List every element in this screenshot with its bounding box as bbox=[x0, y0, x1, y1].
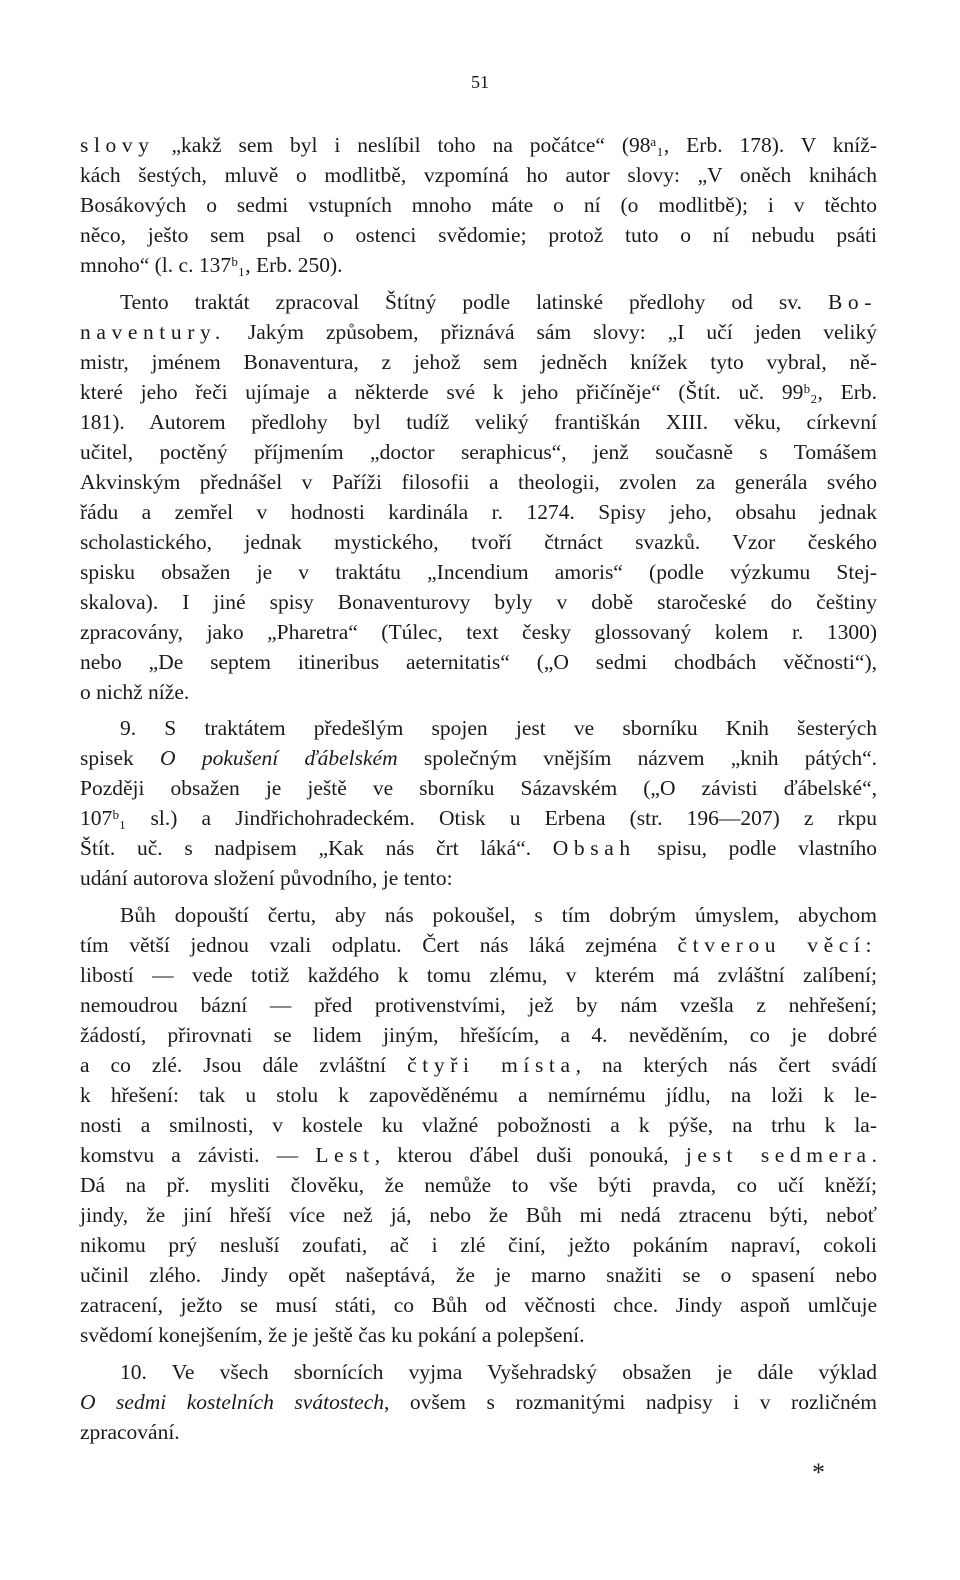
text-segment: Dá na př. mysliti člověku, že nemůže to vše býti pravda, co učí kněží; bbox=[80, 1173, 877, 1197]
spaced-emphasis: čtverou věcí: bbox=[677, 933, 878, 957]
text-line bbox=[80, 250, 877, 280]
text-segment: . bbox=[871, 1143, 877, 1167]
text-line bbox=[120, 713, 877, 743]
text-line bbox=[80, 317, 877, 347]
text-line bbox=[80, 677, 877, 707]
text-line bbox=[80, 1320, 877, 1350]
text-line bbox=[80, 1290, 877, 1320]
text-segment: 10. Ve všech sbornících vyjma Vyšehradský obsažen je dále výklad bbox=[120, 1360, 877, 1384]
text-line bbox=[80, 1110, 877, 1140]
text-segment: , na kterých nás čert svádí bbox=[575, 1053, 877, 1077]
text-segment: k hřešení: tak u stolu k zapověděnému a nemírnému jídlu, na loži k le- bbox=[80, 1083, 877, 1107]
text-segment: 9. S traktátem předešlým spojen jest ve sborníku Knih šesterých bbox=[120, 716, 877, 740]
spaced-emphasis: Obsah bbox=[552, 836, 636, 860]
text-segment: zpracovány, jako „Pharetra“ (Túlec, text česky glossovaný kolem r. 1300) bbox=[80, 620, 877, 644]
text-line bbox=[80, 1170, 877, 1200]
text-line bbox=[80, 1200, 877, 1230]
text-segment: 107ᵇ₁ sl.) a Jindřichohradeckém. Otisk u Erbena (str. 196—207) z rkpu bbox=[80, 806, 877, 830]
spaced-emphasis: slovy bbox=[80, 133, 155, 157]
text-line bbox=[80, 1020, 877, 1050]
text-segment: udání autorova složení původního, je tento: bbox=[80, 866, 453, 890]
spaced-emphasis: Lest bbox=[315, 1143, 375, 1167]
italic-title: O pokušení ďábelském bbox=[160, 746, 398, 770]
text-segment: nikomu prý nesluší zoufati, ač i zlé činí, ježto pokáním napraví, cokoli bbox=[80, 1233, 877, 1257]
text-line bbox=[80, 497, 877, 527]
text-segment: Akvinským přednášel v Paříži filosofii a theologii, zvolen za generála svého bbox=[80, 470, 877, 494]
text-segment: žádostí, přirovnati se lidem jiným, hřešícím, a 4. nevěděním, co je dobré bbox=[80, 1023, 877, 1047]
text-line bbox=[80, 1140, 877, 1170]
text-segment: scholastického, jednak mystického, tvoří čtrnáct svazků. Vzor českého bbox=[80, 530, 877, 554]
text-segment: něco, ješto sem psal o ostenci svědomie; protož tuto o ní nebudu psáti bbox=[80, 223, 877, 247]
text-segment: spisu, podle vlastního bbox=[635, 836, 877, 860]
text-segment: nemoudrou bázní — před protivenstvími, jež by nám vzešla z nehřešení; bbox=[80, 993, 877, 1017]
text-segment: , kterou ďábel duši ponouká, bbox=[374, 1143, 686, 1167]
text-line bbox=[80, 220, 877, 250]
text-line bbox=[80, 1230, 877, 1260]
text-line bbox=[80, 863, 877, 893]
text-segment: kách šestých, mluvě o modlitbě, vzpomíná ho autor slovy: „V oněch knihách bbox=[80, 163, 877, 187]
text-line bbox=[80, 990, 877, 1020]
text-segment: učitel, poctěný příjmením „doctor seraphicus“, jenž současně s Tomášem bbox=[80, 440, 877, 464]
text-segment: 181). Autorem předlohy byl tudíž veliký františkán XIII. věku, církevní bbox=[80, 410, 877, 434]
text-segment: společným vnějším názvem „knih pátých“. bbox=[397, 746, 878, 770]
text-segment: mnoho“ (l. c. 137ᵇ₁, Erb. 250). bbox=[80, 253, 343, 277]
spaced-emphasis: jest sedmera bbox=[685, 1143, 872, 1167]
text-line bbox=[120, 287, 877, 317]
text-segment: „kakž sem byl i neslíbil toho na počátce“ (98ᵃ₁, Erb. 178). V kníž- bbox=[154, 133, 877, 157]
text-line bbox=[80, 190, 877, 220]
text-segment: jindy, že jiní hřeší více než já, nebo že Bůh mi nedá ztracenu býti, neboť bbox=[80, 1203, 877, 1227]
text-line bbox=[80, 773, 877, 803]
text-line bbox=[80, 347, 877, 377]
text-line bbox=[80, 833, 877, 863]
text-segment: které jeho řeči ujímaje a některde své k jeho přičíněje“ (Štít. uč. 99ᵇ₂, Erb. bbox=[80, 380, 877, 404]
text-segment: Později obsažen je ještě ve sborníku Sázavském („O závisti ďábelské“, bbox=[80, 776, 877, 800]
text-line bbox=[80, 160, 877, 190]
italic-title: O sedmi kostelních svátostech bbox=[80, 1390, 384, 1414]
spaced-emphasis: Bo- bbox=[827, 290, 877, 314]
text-line bbox=[80, 587, 877, 617]
text-line bbox=[80, 617, 877, 647]
text-line bbox=[80, 467, 877, 497]
text-segment: zpracování. bbox=[80, 1420, 180, 1444]
text-line bbox=[80, 1387, 877, 1417]
text-line bbox=[120, 900, 877, 930]
text-line bbox=[80, 743, 877, 773]
text-segment: libostí — vede totiž každého k tomu zlému, v kterém má zvláštní zalíbení; bbox=[80, 963, 877, 987]
text-segment: spisek bbox=[80, 746, 161, 770]
text-segment: řádu a zemřel v hodnosti kardinála r. 1274. Spisy jeho, obsahu jednak bbox=[80, 500, 877, 524]
text-line bbox=[80, 1050, 877, 1080]
text-line bbox=[120, 1357, 877, 1387]
text-segment: nebo „De septem itineribus aeternitatis“ („O sedmi chodbách věčnosti“), bbox=[80, 650, 877, 674]
text-segment: Štít. uč. s nadpisem „Kak nás črt láká“. bbox=[80, 836, 553, 860]
text-line bbox=[80, 437, 877, 467]
text-segment: svědomí konejšením, že je ještě čas ku pokání a polepšení. bbox=[80, 1323, 585, 1347]
page-number: 51 bbox=[471, 72, 489, 92]
text-segment: Jakým způsobem, přiznává sám slovy: „I učí jeden veliký bbox=[225, 320, 877, 344]
text-line bbox=[80, 557, 877, 587]
text-line bbox=[80, 647, 877, 677]
text-line bbox=[80, 527, 877, 557]
spaced-emphasis: naventury. bbox=[80, 320, 226, 344]
text-segment: Bosákových o sedmi vstupních mnoho máte o ní (o modlitbě); i v těchto bbox=[80, 193, 877, 217]
text-segment: nosti a smilnosti, v kostele ku vlažné pobožnosti a k pýše, na trhu k la- bbox=[80, 1113, 877, 1137]
text-segment: Bůh dopouští čertu, aby nás pokoušel, s tím dobrým úmyslem, abychom bbox=[120, 903, 877, 927]
text-line bbox=[80, 407, 877, 437]
text-segment: , ovšem s rozmanitými nadpisy i v rozličném bbox=[384, 1390, 877, 1414]
text-segment: skalova). I jiné spisy Bonaventurovy byly v době staročeské do češtiny bbox=[80, 590, 877, 614]
text-segment: o nichž níže. bbox=[80, 680, 190, 704]
text-segment: Tento traktát zpracoval Štítný podle latinské předlohy od sv. bbox=[120, 290, 828, 314]
text-segment: učinil zlého. Jindy opět našeptává, že je marno snažiti se o spasení nebo bbox=[80, 1263, 877, 1287]
section-end-asterisk: * bbox=[812, 1458, 825, 1487]
text-segment: tím větší jednou vzali odplatu. Čert nás láká zejména bbox=[80, 933, 678, 957]
text-segment: zatracení, ježto se musí státi, co Bůh od věčnosti chce. Jindy aspoň umlčuje bbox=[80, 1293, 877, 1317]
text-line bbox=[80, 130, 877, 160]
text-line bbox=[80, 930, 877, 960]
text-line bbox=[80, 1417, 877, 1447]
text-line bbox=[80, 1080, 877, 1110]
text-line bbox=[80, 377, 877, 407]
text-segment: spisku obsažen je v traktátu „Incendium amoris“ (podle výzkumu Stej- bbox=[80, 560, 877, 584]
text-segment: mistr, jménem Bonaventura, z jehož sem jedněch knížek tyto vybral, ně- bbox=[80, 350, 877, 374]
text-line bbox=[80, 1260, 877, 1290]
text-segment: a co zlé. Jsou dále zvláštní bbox=[80, 1053, 408, 1077]
spaced-emphasis: čtyři místa bbox=[407, 1053, 576, 1077]
text-line bbox=[80, 960, 877, 990]
text-line bbox=[80, 803, 877, 833]
text-segment: komstvu a závisti. — bbox=[80, 1143, 316, 1167]
